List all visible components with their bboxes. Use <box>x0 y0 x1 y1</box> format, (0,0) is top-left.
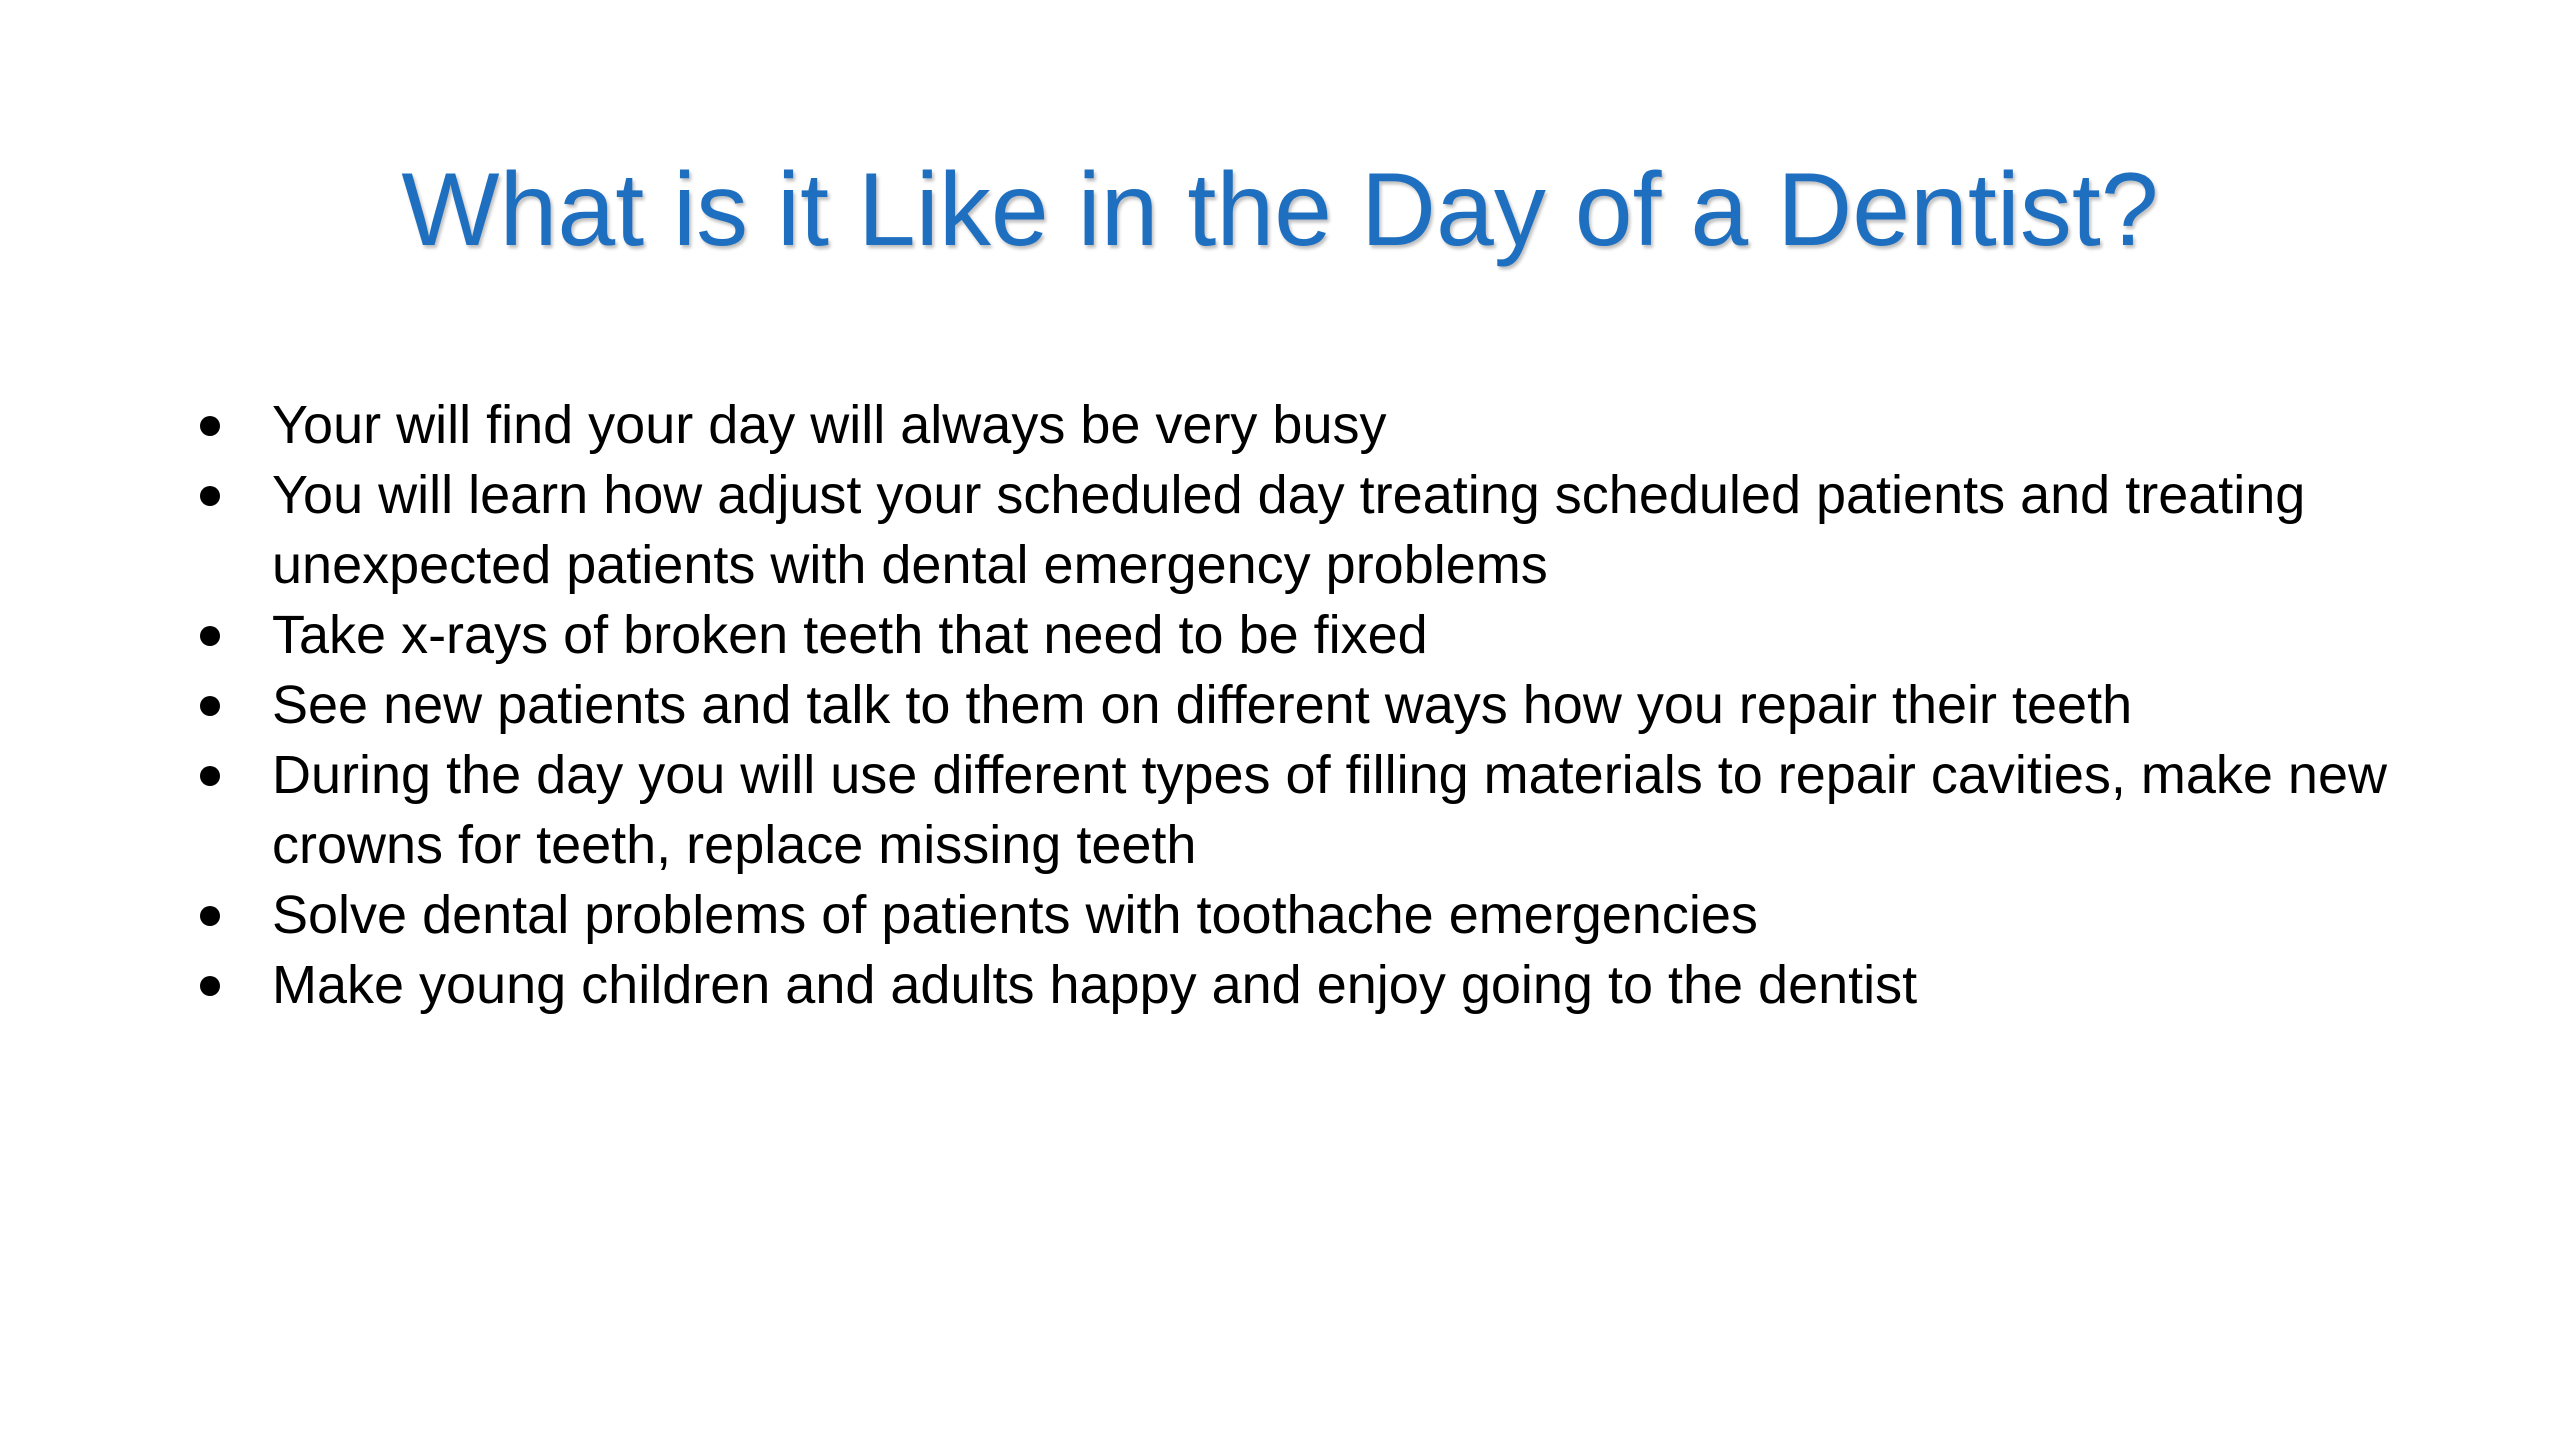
bullet-icon <box>200 766 220 786</box>
list-item <box>190 950 2420 1020</box>
list-item <box>190 390 2420 460</box>
bullet-list <box>190 390 2420 1020</box>
list-item <box>190 670 2420 740</box>
bullet-text: Take x-rays of broken teeth that need to be fixed <box>272 605 1428 665</box>
bullet-text: See new patients and talk to them on different ways how you repair their teeth <box>272 675 2133 735</box>
list-item <box>190 600 2420 670</box>
bullet-icon <box>200 906 220 926</box>
bullet-text: During the day you will use different types of filling materials to repair cavities, make new crowns for teeth, replace missing teeth <box>272 745 2387 875</box>
bullet-icon <box>200 696 220 716</box>
bullet-text: Make young children and adults happy and enjoy going to the dentist <box>272 955 1918 1015</box>
bullet-icon <box>200 626 220 646</box>
list-item <box>190 460 2420 600</box>
bullet-text: You will learn how adjust your scheduled day treating scheduled patients and treating unexpected patients with dental emergency problems <box>272 465 2306 595</box>
bullet-text: Solve dental problems of patients with toothache emergencies <box>272 885 1758 945</box>
bullet-icon <box>200 976 220 996</box>
list-item <box>190 880 2420 950</box>
list-item <box>190 740 2420 880</box>
bullet-icon <box>200 416 220 436</box>
bullet-text: Your will find your day will always be very busy <box>272 395 1387 455</box>
bullet-icon <box>200 486 220 506</box>
slide-title: What is it Like in the Day of a Dentist? <box>401 152 2159 268</box>
